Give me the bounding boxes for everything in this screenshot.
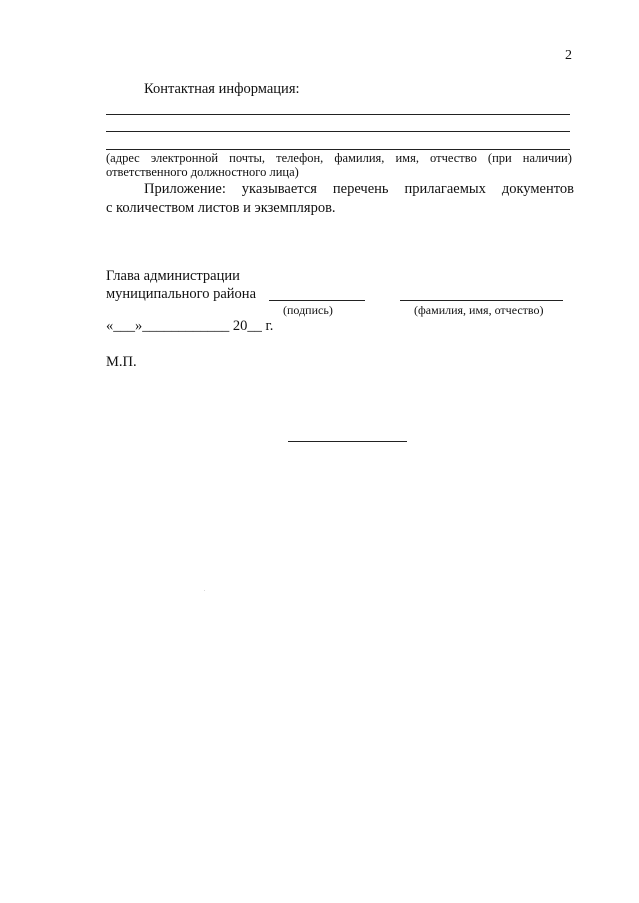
- note-word: имя,: [395, 151, 419, 165]
- note-word: (адрес: [106, 151, 140, 165]
- contact-info-label: Контактная информация:: [144, 81, 300, 97]
- note-word: фамилия,: [334, 151, 385, 165]
- attachment-word: перечень: [332, 181, 389, 197]
- full-name-line: [400, 300, 563, 301]
- full-name-caption: (фамилия, имя, отчество): [414, 303, 544, 317]
- note-word: наличии): [522, 151, 572, 165]
- signature-line: [269, 300, 365, 301]
- scan-speck: [204, 590, 205, 591]
- contact-note-line-2: ответственного должностного лица): [106, 165, 299, 179]
- head-title-line-1: Глава администрации: [106, 268, 240, 284]
- attachment-word: прилагаемых: [404, 181, 486, 197]
- date-field: «___»____________ 20__ г.: [106, 318, 274, 334]
- note-word: электронной: [150, 151, 219, 165]
- end-separator-line: [288, 441, 407, 442]
- attachment-word: Приложение:: [144, 181, 226, 197]
- attachment-line-2: с количеством листов и экземпляров.: [106, 200, 336, 216]
- note-word: отчество: [430, 151, 477, 165]
- contact-line-2: [106, 131, 570, 132]
- note-word: (при: [487, 151, 512, 165]
- head-title-line-2: муниципального района: [106, 286, 256, 302]
- attachment-line-1: [144, 181, 574, 198]
- contact-line-3: [106, 149, 570, 150]
- page-number: 2: [565, 48, 572, 63]
- contact-line-1: [106, 114, 570, 115]
- attachment-word: документов: [501, 181, 574, 197]
- contact-note-line-1: [106, 151, 572, 166]
- attachment-word: указывается: [241, 181, 317, 197]
- note-word: телефон,: [276, 151, 324, 165]
- signature-caption: (подпись): [283, 303, 333, 317]
- stamp-mark: М.П.: [106, 354, 137, 370]
- note-word: почты,: [229, 151, 266, 165]
